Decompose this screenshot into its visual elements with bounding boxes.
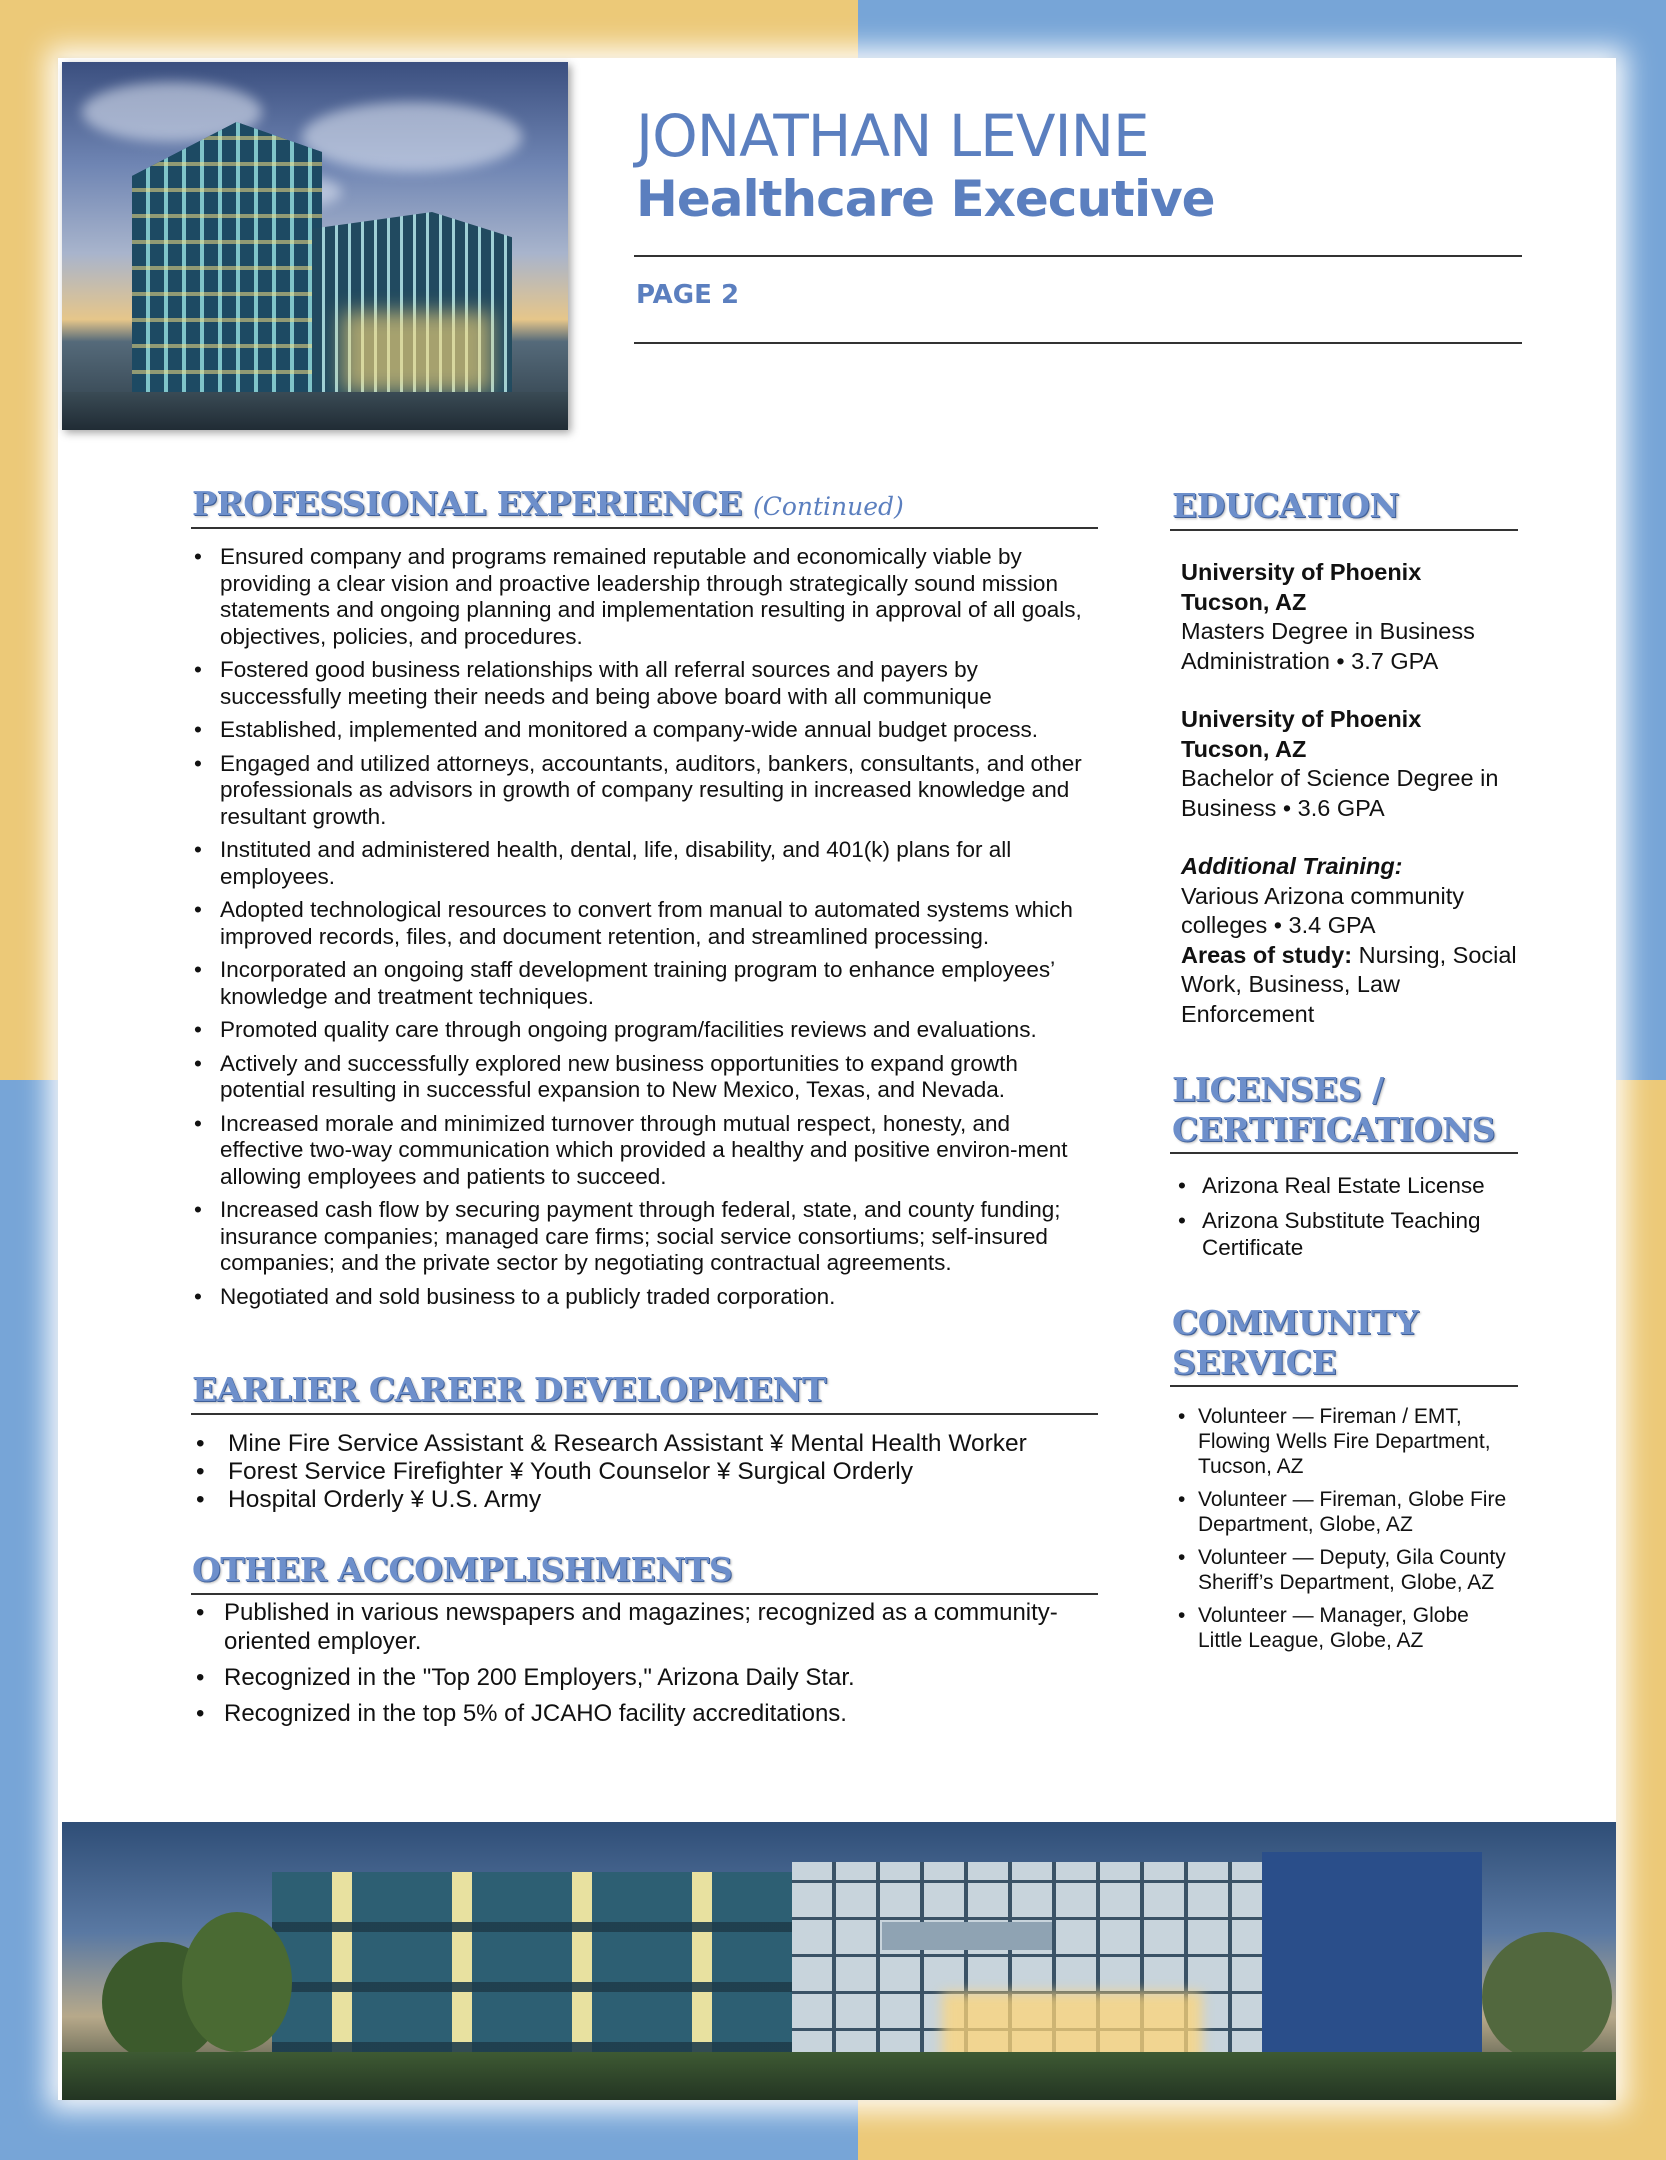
school-name: University of Phoenix (1181, 706, 1422, 732)
education-heading: EDUCATION (1172, 486, 1400, 525)
community-heading-line1: COMMUNITY (1172, 1303, 1419, 1342)
list-item: • Volunteer — Fireman / EMT, Flowing Wells Fire Department, Tucson, AZ (1176, 1404, 1516, 1479)
community-list (1176, 1404, 1516, 1661)
list-item: • Engaged and utilized attorneys, accountants, auditors, bankers, consultants, and other professionals as advisors in growth of company resulting in increased knowledge and resultant growth. (192, 751, 1092, 831)
licenses-heading-line1: LICENSES / (1172, 1070, 1384, 1109)
page-number-label: PAGE 2 (636, 280, 740, 310)
list-item: • Mine Fire Service Assistant & Research Assistant ¥ Mental Health Worker (192, 1430, 1102, 1458)
experience-list (192, 544, 1092, 1317)
experience-heading-text: PROFESSIONAL EXPERIENCE (192, 484, 742, 523)
list-item: • Adopted technological resources to convert from manual to automated systems which improved records, files, and document retention, and streamlined processing. (192, 897, 1092, 950)
early-career-heading: EARLIER CAREER DEVELOPMENT (192, 1370, 827, 1409)
training-label: Additional Training: (1181, 853, 1403, 879)
list-item: • Forest Service Firefighter ¥ Youth Counselor ¥ Surgical Orderly (192, 1458, 1102, 1486)
training-text: Various Arizona community colleges • 3.4 GPA (1181, 882, 1464, 938)
degree: Masters Degree in Business Administration • 3.7 GPA (1181, 618, 1475, 674)
areas-text: Nursing, Social Work, Business, Law Enforcement (1181, 941, 1517, 1027)
header-divider-bottom (634, 342, 1522, 344)
list-item: • Increased morale and minimized turnover through mutual respect, honesty, and effective two-way communication which provided a healthy and positive environ-ment allowing employees and patients to succeed. (192, 1111, 1092, 1191)
early-career-list (192, 1430, 1102, 1514)
list-item: • Actively and successfully explored new business opportunities to expand growth potential resulting in successful expansion to New Mexico, Texas, and Nevada. (192, 1051, 1092, 1104)
list-item: • Increased cash flow by securing payment through federal, state, and county funding; insurance companies; managed care firms; social service consortiums; self-insured companies; and the private sector by negotiating contractual agreements. (192, 1197, 1092, 1277)
community-heading (1172, 1303, 1418, 1383)
education-heading-rule (1170, 529, 1518, 531)
list-item: • Arizona Substitute Teaching Certificate (1176, 1207, 1536, 1261)
licenses-list (1176, 1172, 1536, 1269)
list-item: • Fostered good business relationships with all referral sources and payers by successfully meeting their needs and being above board with all communique (192, 657, 1092, 710)
licenses-heading-rule (1170, 1152, 1518, 1154)
accomplishments-heading: OTHER ACCOMPLISHMENTS (192, 1550, 733, 1589)
list-item: • Volunteer — Fireman, Globe Fire Department, Globe, AZ (1176, 1487, 1516, 1537)
person-name: JONATHAN LEVINE (636, 102, 1149, 170)
degree: Bachelor of Science Degree in Business • 3.6 GPA (1181, 765, 1499, 821)
job-title: Healthcare Executive (636, 170, 1215, 228)
list-item: • Recognized in the top 5% of JCAHO facility accreditations. (192, 1699, 1092, 1728)
list-item: • Established, implemented and monitored a company-wide annual budget process. (192, 717, 1092, 744)
school-location: Tucson, AZ (1181, 588, 1307, 615)
accomplishments-heading-rule (191, 1593, 1098, 1595)
experience-heading (192, 484, 904, 527)
list-item: • Volunteer — Deputy, Gila County Sheriff’s Department, Globe, AZ (1176, 1545, 1516, 1595)
licenses-heading (1172, 1070, 1495, 1150)
community-heading-rule (1170, 1385, 1518, 1387)
experience-heading-rule (191, 527, 1098, 529)
areas-label: Areas of study: (1181, 941, 1353, 968)
header-building-image (62, 62, 568, 430)
community-heading-line2: SERVICE (1172, 1343, 1337, 1382)
list-item: • Negotiated and sold business to a publicly traded corporation. (192, 1284, 1092, 1311)
list-item: • Hospital Orderly ¥ U.S. Army (192, 1486, 1102, 1514)
education-block (1181, 558, 1521, 1029)
header-divider-top (634, 255, 1522, 257)
list-item: • Recognized in the "Top 200 Employers," Arizona Daily Star. (192, 1663, 1092, 1692)
school-location: Tucson, AZ (1181, 735, 1307, 762)
licenses-heading-line2: CERTIFICATIONS (1172, 1110, 1495, 1149)
school-name: University of Phoenix (1181, 559, 1422, 585)
early-career-heading-rule (191, 1413, 1098, 1415)
continued-label: (Continued) (752, 492, 904, 521)
list-item: • Arizona Real Estate License (1176, 1172, 1536, 1199)
areas-of-study (1181, 941, 1521, 1030)
accomplishments-list (192, 1598, 1092, 1735)
list-item: • Promoted quality care through ongoing program/facilities reviews and evaluations. (192, 1017, 1092, 1044)
list-item: • Volunteer — Manager, Globe Little League, Globe, AZ (1176, 1603, 1516, 1653)
list-item: • Published in various newspapers and magazines; recognized as a community-oriented employer. (192, 1598, 1092, 1656)
list-item: • Incorporated an ongoing staff development training program to enhance employees’ knowledge and treatment techniques. (192, 957, 1092, 1010)
list-item: • Ensured company and programs remained reputable and economically viable by providing a clear vision and proactive leadership through strategically sound mission statements and ongoing planning and implementation resulting in approval of all goals, objectives, policies, and procedures. (192, 544, 1092, 650)
footer-building-image (62, 1822, 1616, 2100)
list-item: • Instituted and administered health, dental, life, disability, and 401(k) plans for all employees. (192, 837, 1092, 890)
